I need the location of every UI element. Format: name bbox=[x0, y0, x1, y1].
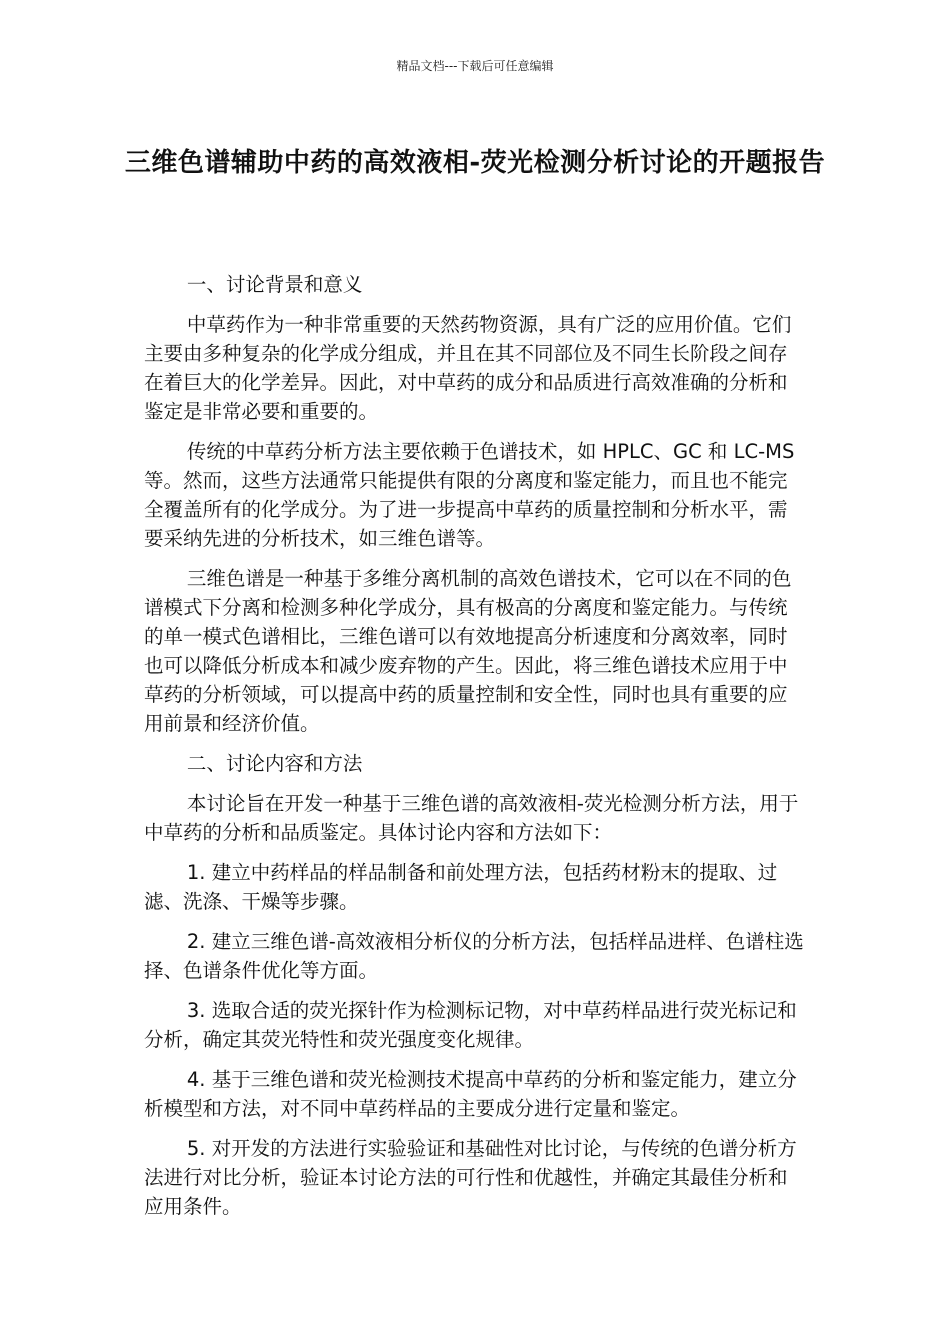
list-item: 2. 建立三维色谱-高效液相分析仪的分析方法，包括样品进样、色谱柱选择、色谱条件优化等方面。 bbox=[144, 930, 804, 982]
list-item: 1. 建立中药样品的样品制备和前处理方法，包括药材粉末的提取、过滤、洗涤、干燥等步骤。 bbox=[144, 861, 778, 913]
list-item: 5. 对开发的方法进行实验验证和基础性对比讨论，与传统的色谱分析方法进行对比分析，验证本讨论方法的可行性和优越性，并确定其最佳分析和应用条件。 bbox=[144, 1137, 797, 1218]
paragraph: 传统的中草药分析方法主要依赖于色谱技术，如 HPLC、GC 和 LC-MS 等。然而，这些方法通常只能提供有限的分离度和鉴定能力，而且也不能完全覆盖所有的化学成分。为了进一步提高中草药的质量控制和分析水平，需要采纳先进的分析技术，如三维色谱等。 bbox=[144, 440, 795, 550]
list-item: 4. 基于三维色谱和荧光检测技术提高中草药的分析和鉴定能力，建立分析模型和方法，对不同中草药样品的主要成分进行定量和鉴定。 bbox=[144, 1068, 797, 1120]
document-title: 三维色谱辅助中药的高效液相-荧光检测分析讨论的开题报告 bbox=[124, 148, 826, 178]
section-heading-background: 一、讨论背景和意义 bbox=[186, 273, 363, 296]
paragraph: 本讨论旨在开发一种基于三维色谱的高效液相-荧光检测分析方法，用于中草药的分析和品质鉴定。具体讨论内容和方法如下： bbox=[144, 792, 799, 844]
paragraph: 中草药作为一种非常重要的天然药物资源，具有广泛的应用价值。它们主要由多种复杂的化学成分组成，并且在其不同部位及不同生长阶段之间存在着巨大的化学差异。因此，对中草药的成分和品质进行高效准确的分析和鉴定是非常必要和重要的。 bbox=[144, 313, 792, 423]
list-item: 3. 选取合适的荧光探针作为检测标记物，对中草药样品进行荧光标记和分析，确定其荧光特性和荧光强度变化规律。 bbox=[144, 999, 797, 1051]
document-body bbox=[144, 270, 806, 1232]
paragraph: 三维色谱是一种基于多维分离机制的高效色谱技术，它可以在不同的色谱模式下分离和检测多种化学成分，具有极高的分离度和鉴定能力。与传统的单一模式色谱相比，三维色谱可以有效地提高分析速度和分离效率，同时也可以降低分析成本和减少废弃物的产生。因此，将三维色谱技术应用于中草药的分析领域，可以提高中药的质量控制和安全性，同时也具有重要的应用前景和经济价值。 bbox=[144, 567, 792, 735]
section-heading-content-methods: 二、讨论内容和方法 bbox=[186, 752, 363, 775]
header-note: 精品文档---下载后可任意编辑 bbox=[396, 59, 554, 73]
